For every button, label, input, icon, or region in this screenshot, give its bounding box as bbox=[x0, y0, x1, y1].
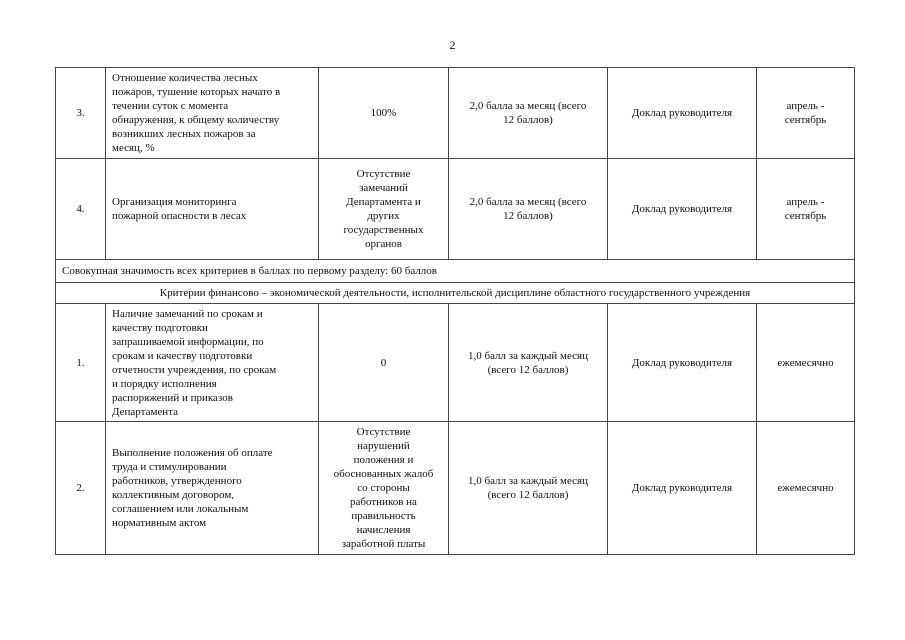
criterion-period: апрель - сентябрь bbox=[757, 68, 855, 159]
table-row bbox=[56, 304, 855, 422]
criterion-score: 1,0 балл за каждый месяц (всего 12 баллов) bbox=[449, 304, 608, 422]
row-number: 2. bbox=[56, 422, 106, 555]
criterion-period: апрель - сентябрь bbox=[757, 159, 855, 260]
criterion-source: Доклад руководителя bbox=[608, 304, 757, 422]
criterion-score: 1,0 балл за каждый месяц (всего 12 баллов) bbox=[449, 422, 608, 555]
criterion-name: Выполнение положения об оплате труда и стимулировании работников, утвержденного коллективным договором, соглашением или локальным нормативным актом bbox=[106, 422, 319, 555]
section-header: Критерии финансово – экономической деятельности, исполнительской дисциплине областного государственного учреждения bbox=[56, 283, 855, 304]
summary-text: Совокупная значимость всех критериев в баллах по первому разделу: 60 баллов bbox=[56, 260, 855, 283]
criterion-value: 0 bbox=[319, 304, 449, 422]
table-row bbox=[56, 422, 855, 555]
page-number: 2 bbox=[449, 38, 456, 52]
criterion-score: 2,0 балла за месяц (всего 12 баллов) bbox=[449, 68, 608, 159]
criterion-source: Доклад руководителя bbox=[608, 422, 757, 555]
criteria-table bbox=[55, 67, 855, 555]
criterion-score: 2,0 балла за месяц (всего 12 баллов) bbox=[449, 159, 608, 260]
section-header-row bbox=[56, 283, 855, 304]
criterion-name: Отношение количества лесных пожаров, тушение которых начато в течении суток с момента обнаружения, к общему количеству возникших лесных пожаров за месяц, % bbox=[106, 68, 319, 159]
criterion-period: ежемесячно bbox=[757, 422, 855, 555]
criterion-source: Доклад руководителя bbox=[608, 68, 757, 159]
row-number: 3. bbox=[56, 68, 106, 159]
criterion-value: Отсутствие нарушений положения и обоснованных жалоб со стороны работников на правильность начисления заработной платы bbox=[319, 422, 449, 555]
criterion-value: Отсутствие замечаний Департамента и других государственных органов bbox=[319, 159, 449, 260]
row-number: 1. bbox=[56, 304, 106, 422]
criterion-name: Наличие замечаний по срокам и качеству подготовки запрашиваемой информации, по срокам и качеству подготовки отчетности учреждения, по срокам и порядку исполнения распоряжений и приказов Департамента bbox=[106, 304, 319, 422]
row-number: 4. bbox=[56, 159, 106, 260]
criterion-source: Доклад руководителя bbox=[608, 159, 757, 260]
summary-row bbox=[56, 260, 855, 283]
criterion-name: Организация мониторинга пожарной опасности в лесах bbox=[106, 159, 319, 260]
table-row bbox=[56, 68, 855, 159]
criterion-period: ежемесячно bbox=[757, 304, 855, 422]
table-row bbox=[56, 159, 855, 260]
criterion-value: 100% bbox=[319, 68, 449, 159]
